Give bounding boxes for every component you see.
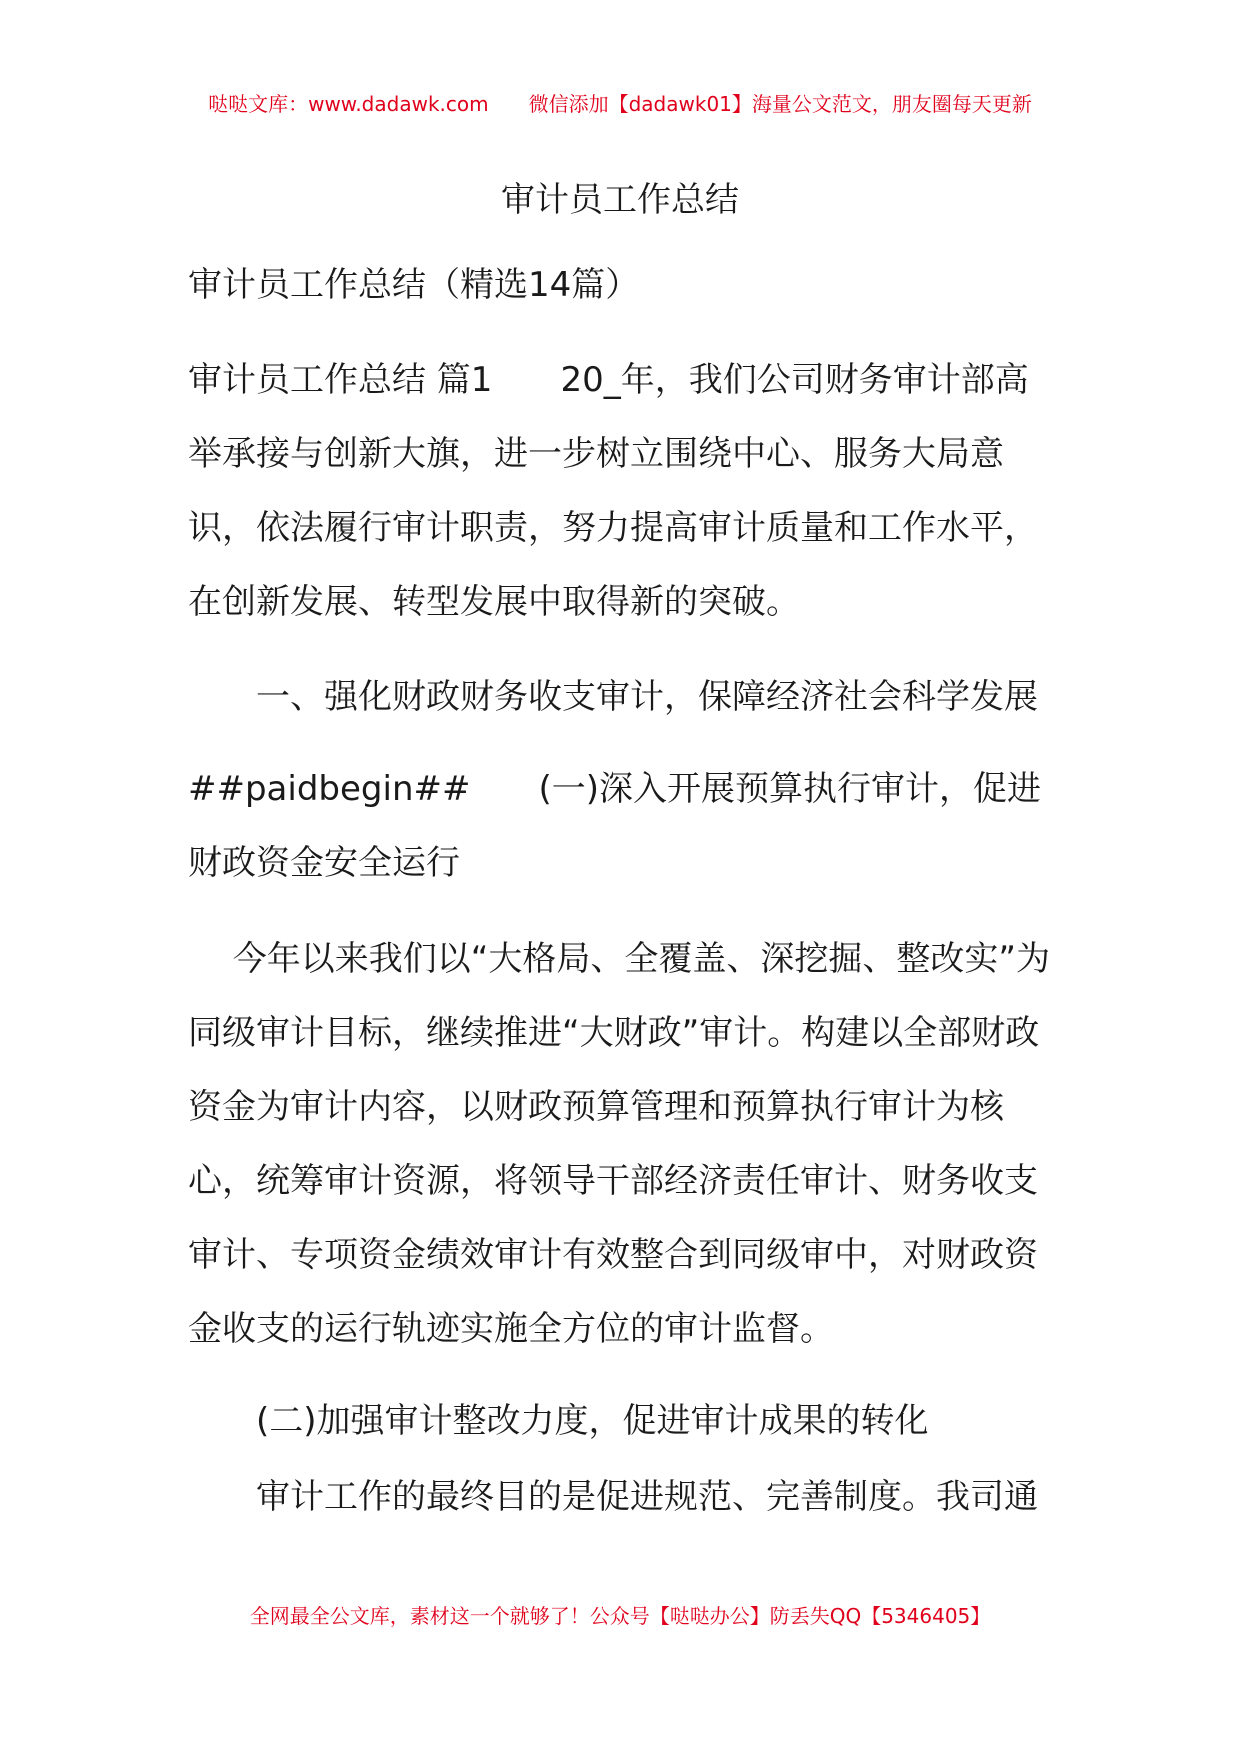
subsection-heading-1: ##paidbegin## (一)深入开展预算执行审计，促进财政资金安全运行 — [188, 769, 1042, 883]
document-title: 审计员工作总结 — [501, 180, 739, 220]
paragraph-audit-goal: 审计工作的最终目的是促进规范、完善制度。我司通 — [188, 1477, 1038, 1517]
paragraph-budget-audit: 今年以来我们以“大格局、全覆盖、深挖掘、整改实”为同级审计目标，继续推进“大财政”审计。构建以全部财政资金为审计内容，以财政预算管理和预算执行审计为核心，统筹审计资源，将领导干部经济责任审计、财务收支审计、专项资金绩效审计有效整合到同级审中，对财政资金收支的运行轨迹实施全方位的审计监督。 — [188, 939, 1051, 1349]
document-subtitle: 审计员工作总结（精选14篇） — [188, 265, 640, 305]
header-banner: 哒哒文库：www.dadawk.com 微信添加【dadawk01】海量公文范文，朋友圈每天更新 — [208, 92, 1032, 116]
footer-banner: 全网最全公文库，素材这一个就够了！公众号【哒哒办公】防丢失QQ【5346405】 — [249, 1604, 991, 1628]
section-heading-1: 一、强化财政财务收支审计，保障经济社会科学发展 — [188, 677, 1038, 717]
subsection-heading-2: (二)加强审计整改力度，促进审计成果的转化 — [188, 1401, 929, 1441]
paragraph-intro: 审计员工作总结 篇1 20_年，我们公司财务审计部高举承接与创新大旗，进一步树立围绕中心、服务大局意识，依法履行审计职责，努力提高审计质量和工作水平，在创新发展、转型发展中取得新的突破。 — [188, 360, 1038, 622]
